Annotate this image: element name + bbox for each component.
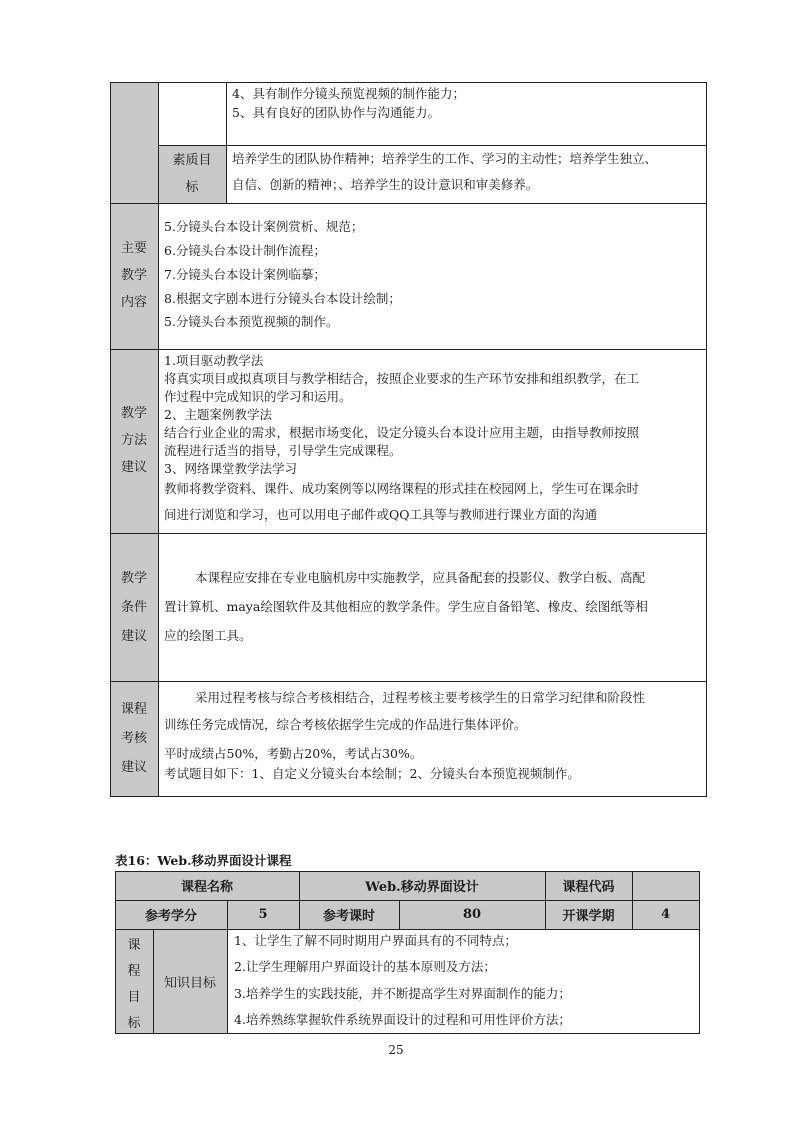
content-item: 8.根据文字剧本进行分镜头台本设计绘制； <box>164 291 401 306</box>
method-label-line2: 方法 <box>120 433 147 448</box>
table-caption: 表16：Web.移动界面设计课程 <box>115 853 292 868</box>
quality-goal-label-line1: 素质目 <box>172 153 212 168</box>
method-line: 3、网络课堂教学法学习 <box>164 461 297 476</box>
skill-goal-5: 5、具有良好的团队协作与沟通能力。 <box>232 105 440 120</box>
knowledge-goal-item: 3.培养学生的实践技能，并不断提高学生对界面制作的能力； <box>234 986 571 1001</box>
page-number: 25 <box>388 1043 404 1057</box>
condition-label-line3: 建议 <box>120 629 147 644</box>
goal-label-char: 程 <box>127 964 141 979</box>
assessment-label-line3: 建议 <box>120 760 147 775</box>
method-label-line1: 教学 <box>120 406 147 421</box>
condition-line: 应的绘图工具。 <box>164 628 252 643</box>
content-label-line2: 教学 <box>120 268 147 283</box>
content-item: 5.分镜头台本预览视频的制作。 <box>164 314 339 329</box>
assessment-line: 采用过程考核与综合考核相结合，过程考核主要考核学生的日常学习纪律和阶段性 <box>195 690 646 705</box>
method-label-line3: 建议 <box>120 460 147 475</box>
condition-line: 置计算机、maya绘图软件及其他相应的教学条件。学生应自备铅笔、橡皮、绘图纸等相 <box>164 599 648 614</box>
hours-value: 80 <box>462 907 482 922</box>
method-line: 教师将教学资料、课件、成功案例等以网络课程的形式挂在校园网上，学生可在课余时 <box>164 481 640 496</box>
content-label-line1: 主要 <box>120 241 147 256</box>
course-name-value: Web.移动界面设计 <box>365 880 479 895</box>
knowledge-goal-item: 2.让学生理解用户界面设计的基本原则及方法； <box>234 959 496 974</box>
term-label: 开课学期 <box>562 909 615 924</box>
method-line: 流程进行适当的指导，引导学生完成课程。 <box>164 443 402 458</box>
course-code-label: 课程代码 <box>562 880 615 895</box>
condition-label-line2: 条件 <box>120 600 147 615</box>
method-line: 结合行业企业的需求，根据市场变化，设定分镜头台本设计应用主题，由指导教师按照 <box>164 425 640 440</box>
quality-goal-label-line2: 标 <box>185 180 199 195</box>
quality-goal-line1: 培养学生的团队协作精神；培养学生的工作、学习的主动性；培养学生独立、 <box>232 151 658 166</box>
credit-label: 参考学分 <box>144 909 197 924</box>
content-item: 5.分镜头台本设计案例赏析、规范； <box>164 219 364 234</box>
method-line: 间进行浏览和学习，也可以用电子邮件或QQ工具等与教师进行课业方面的沟通 <box>164 507 597 522</box>
goal-label-char: 标 <box>127 1016 141 1031</box>
goal-label-char: 课 <box>127 938 141 953</box>
hours-label: 参考课时 <box>322 909 375 924</box>
method-line: 2、主题案例教学法 <box>164 407 272 422</box>
course-name-label: 课程名称 <box>180 880 233 895</box>
method-line: 作过程中完成知识的学习和运用。 <box>164 389 352 404</box>
skill-goal-4: 4、具有制作分镜头预览视频的制作能力； <box>232 86 465 101</box>
method-line: 将真实项目或拟真项目与教学相结合，按照企业要求的生产环节安排和组织教学，在工 <box>164 371 640 386</box>
goal-label-char: 目 <box>127 990 141 1005</box>
condition-line: 本课程应安排在专业电脑机房中实施教学，应具备配套的投影仪、教学白板、高配 <box>195 570 646 585</box>
condition-label-line1: 教学 <box>120 571 147 586</box>
quality-goal-line2: 自信、创新的精神；、培养学生的设计意识和审美修养。 <box>232 177 539 192</box>
assessment-label-line2: 考核 <box>120 731 147 746</box>
content-label-line3: 内容 <box>120 295 147 310</box>
assessment-line: 平时成绩占50%，考勤占20%，考试占30%。 <box>164 746 423 761</box>
term-value: 4 <box>660 907 671 922</box>
content-item: 6.分镜头台本设计制作流程； <box>164 243 326 258</box>
knowledge-goal-item: 1、让学生了解不同时期用户界面具有的不同特点； <box>234 933 517 948</box>
method-line: 1.项目驱动教学法 <box>164 353 264 368</box>
assessment-label-line1: 课程 <box>120 702 147 717</box>
knowledge-goal-item: 4.培养熟练掌握软件系统界面设计的过程和可用性评价方法； <box>234 1012 571 1027</box>
assessment-line: 训练任务完成情况，综合考核依据学生完成的作品进行集体评价。 <box>164 717 527 732</box>
content-item: 7.分镜头台本设计案例临摹； <box>164 267 326 282</box>
assessment-line: 考试题目如下：1、自定义分镜头台本绘制；2、分镜头台本预览视频制作。 <box>164 766 580 781</box>
credit-value: 5 <box>258 907 268 922</box>
knowledge-goal-label: 知识目标 <box>163 975 216 991</box>
course-code-value <box>632 871 699 900</box>
